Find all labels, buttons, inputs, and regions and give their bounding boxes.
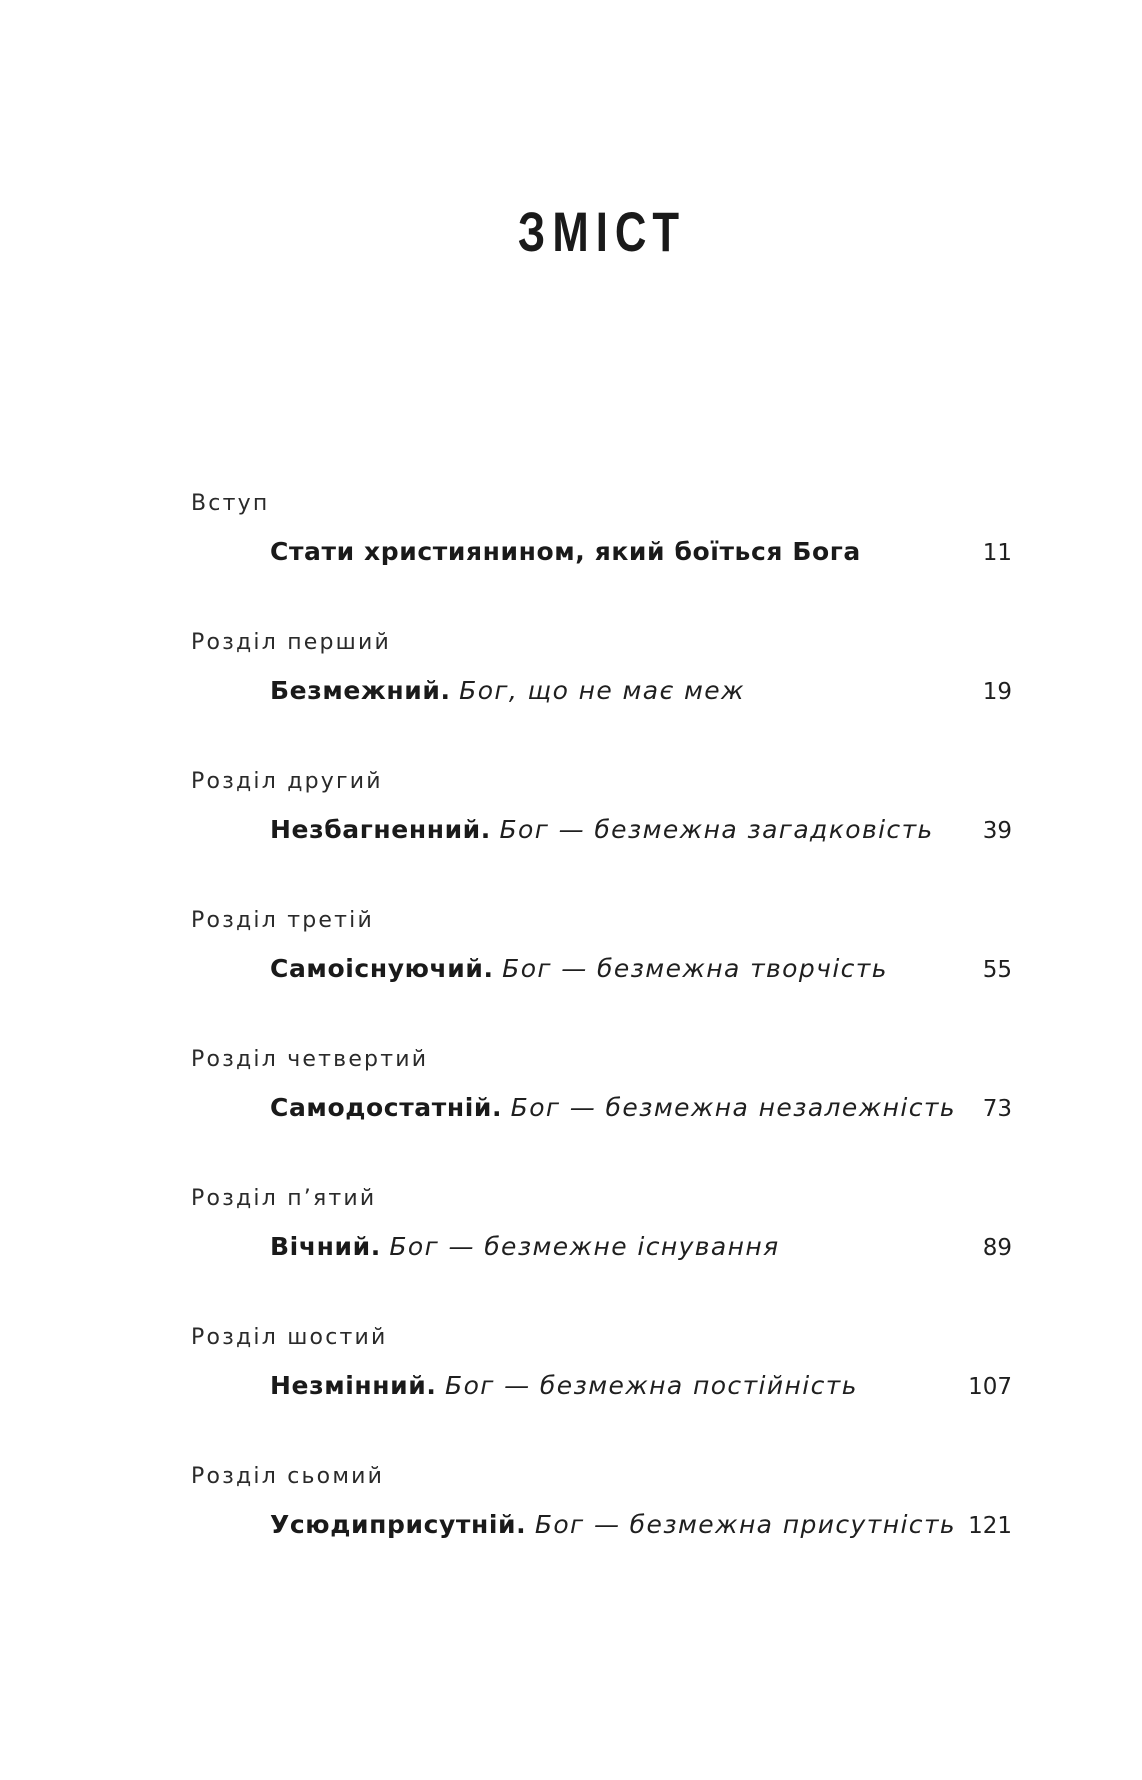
chapter-title	[270, 1092, 956, 1124]
chapter-title-italic: Бог — безмежна присутність	[534, 1510, 957, 1539]
chapter-title-italic: Бог — безмежна загадковість	[499, 815, 934, 844]
page-title: ЗМІСТ	[517, 200, 687, 263]
toc-entry-chapter-6[interactable]	[0, 1324, 1142, 1434]
chapter-title	[270, 536, 861, 568]
toc-entry-chapter-7[interactable]	[0, 1463, 1142, 1573]
chapter-title-bold: Стати християнином, який боїться Бога	[270, 537, 861, 566]
chapter-page-number: 11	[982, 540, 1012, 566]
chapter-page-number: 107	[968, 1374, 1012, 1400]
chapter-title	[270, 953, 888, 985]
toc-entry-chapter-5[interactable]	[0, 1185, 1142, 1295]
chapter-title	[270, 1370, 858, 1402]
chapter-title-italic: Бог, що не має меж	[459, 676, 745, 705]
chapter-label: Розділ перший	[191, 630, 392, 655]
toc-entry-intro[interactable]	[0, 490, 1142, 600]
chapter-title-italic: Бог — безмежна незалежність	[510, 1093, 956, 1122]
chapter-title-bold: Вічний.	[270, 1232, 381, 1261]
chapter-page-number: 73	[982, 1096, 1012, 1122]
chapter-title-italic: Бог — безмежна творчість	[502, 954, 888, 983]
chapter-label: Розділ четвертий	[191, 1047, 429, 1072]
chapter-title	[270, 675, 745, 707]
chapter-label: Розділ третій	[191, 908, 374, 933]
chapter-label: Розділ п’ятий	[191, 1186, 377, 1211]
chapter-title-bold: Самоіснуючий.	[270, 954, 494, 983]
chapter-title-bold: Самодостатній.	[270, 1093, 503, 1122]
toc-entry-chapter-1[interactable]	[0, 629, 1142, 739]
chapter-title	[270, 1509, 956, 1541]
chapter-title-italic: Бог — безмежне існування	[389, 1232, 780, 1261]
chapter-title-bold: Незмінний.	[270, 1371, 437, 1400]
chapter-label: Розділ шостий	[191, 1325, 388, 1350]
chapter-page-number: 39	[982, 818, 1012, 844]
chapter-label: Вступ	[191, 491, 270, 516]
chapter-page-number: 55	[982, 957, 1012, 983]
chapter-title-italic: Бог — безмежна постійність	[445, 1371, 858, 1400]
chapter-label: Розділ сьомий	[191, 1464, 385, 1489]
toc-entry-chapter-4[interactable]	[0, 1046, 1142, 1156]
chapter-title-bold: Незбагненний.	[270, 815, 491, 844]
chapter-title	[270, 1231, 780, 1263]
chapter-page-number: 121	[968, 1513, 1012, 1539]
chapter-label: Розділ другий	[191, 769, 383, 794]
chapter-title-bold: Безмежний.	[270, 676, 451, 705]
chapter-title	[270, 814, 934, 846]
chapter-page-number: 19	[982, 679, 1012, 705]
chapter-title-bold: Усюдиприсутній.	[270, 1510, 527, 1539]
toc-entry-chapter-2[interactable]	[0, 768, 1142, 878]
chapter-page-number: 89	[982, 1235, 1012, 1261]
toc-entry-chapter-3[interactable]	[0, 907, 1142, 1017]
